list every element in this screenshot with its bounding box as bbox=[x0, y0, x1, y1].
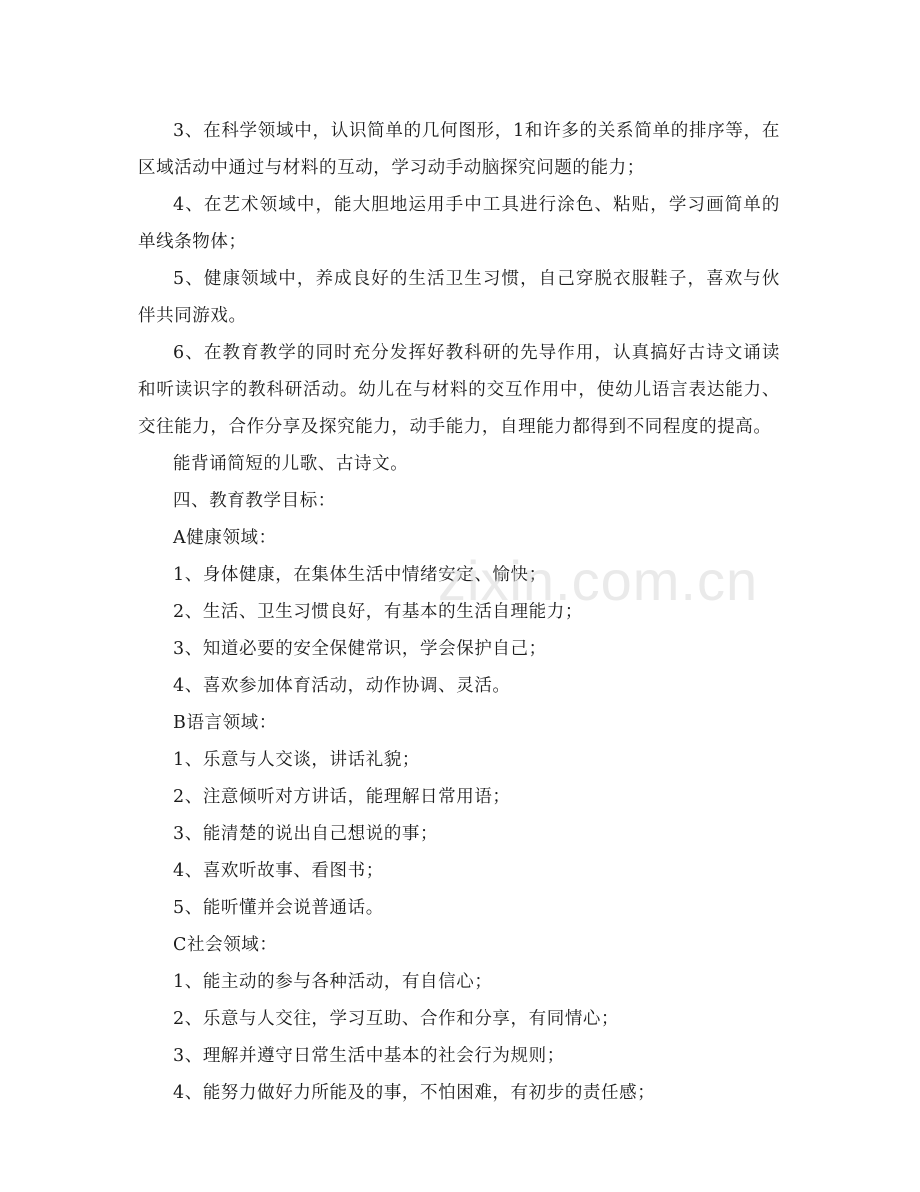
list-item: 1、乐意与人交谈，讲话礼貌； bbox=[173, 750, 421, 770]
section-heading-goals: 四、教育教学目标： bbox=[173, 491, 336, 511]
list-item: 4、喜欢参加体育活动，动作协调、灵活。 bbox=[173, 676, 511, 696]
paragraph-art: 4、在艺术领域中，能大胆地运用手中工具进行涂色、粘贴，学习画简单的单线条物体； bbox=[138, 195, 780, 252]
subheading-language: B语言领域： bbox=[173, 713, 277, 733]
watermark-text: zixin.com.cn bbox=[438, 549, 759, 612]
paragraph-science: 3、在科学领域中，认识简单的几何图形，1和许多的关系简单的排序等，在区域活动中通过与材料的互动，学习动手动脑探究问题的能力； bbox=[138, 121, 780, 178]
subheading-health: A健康领域： bbox=[173, 528, 277, 548]
list-item: 3、能清楚的说出自己想说的事； bbox=[173, 824, 439, 844]
list-item: 5、能听懂并会说普通话。 bbox=[173, 898, 384, 918]
list-item: 4、喜欢听故事、看图书； bbox=[173, 861, 384, 881]
paragraph-health: 5、健康领域中，养成良好的生活卫生习惯，自己穿脱衣服鞋子，喜欢与伙伴共同游戏。 bbox=[138, 269, 780, 326]
list-item: 2、注意倾听对方讲话，能理解日常用语； bbox=[173, 787, 511, 807]
list-item: 3、知道必要的安全保健常识，学会保护自己； bbox=[173, 639, 547, 659]
paragraph-research: 6、在教育教学的同时充分发挥好教科研的先导作用，认真搞好古诗文诵读和听读识字的教科研活动。幼儿在与材料的交互作用中，使幼儿语言表达能力、交往能力，合作分享及探究能力，动手能力，自理能力都得到不同程度的提高。 bbox=[138, 343, 780, 437]
subheading-social: C社会领域： bbox=[173, 935, 278, 955]
list-item: 2、乐意与人交往，学习互助、合作和分享，有同情心； bbox=[173, 1009, 620, 1029]
list-item: 1、能主动的参与各种活动，有自信心； bbox=[173, 972, 493, 992]
document-body bbox=[138, 113, 780, 1112]
list-item: 2、生活、卫生习惯良好，有基本的生活自理能力； bbox=[173, 602, 583, 622]
list-item: 1、身体健康，在集体生活中情绪安定、愉快； bbox=[173, 565, 547, 585]
list-item: 4、能努力做好力所能及的事，不怕困难，有初步的责任感； bbox=[173, 1083, 656, 1103]
text-line: 能背诵简短的儿歌、古诗文。 bbox=[173, 454, 409, 474]
list-item: 3、理解并遵守日常生活中基本的社会行为规则； bbox=[173, 1046, 565, 1066]
